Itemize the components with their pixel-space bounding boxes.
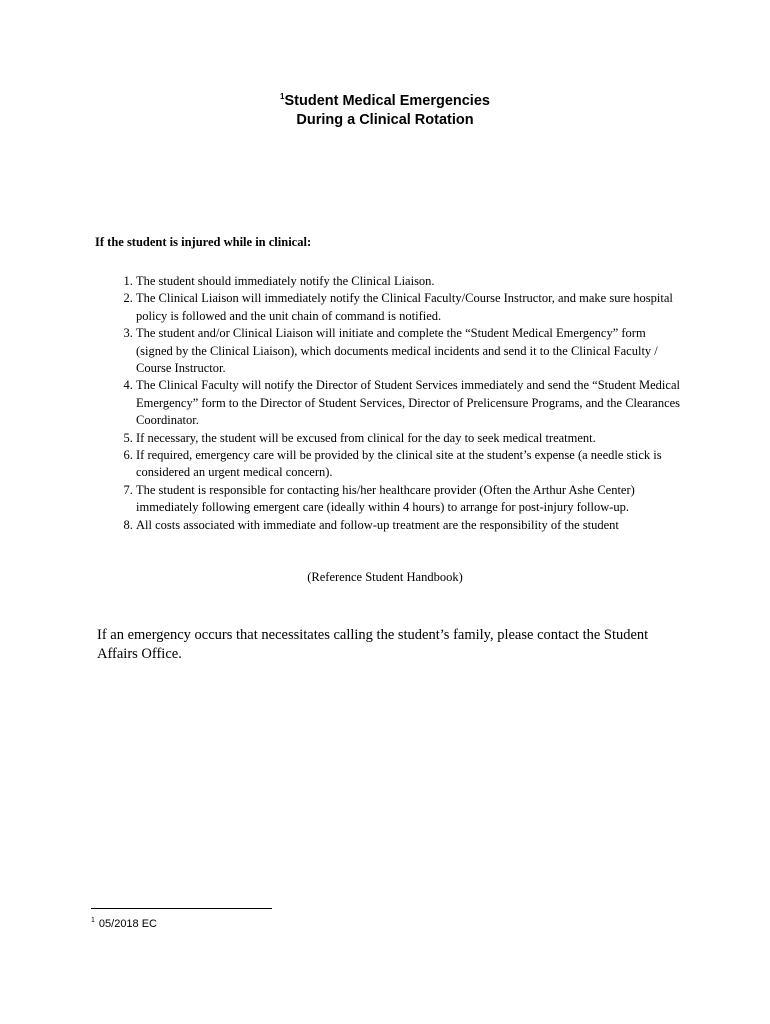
- procedure-step: 6. If required, emergency care will be provided by the clinical site at the student’s expense (a needle stick is considered an urgent medical concern).: [136, 447, 685, 482]
- section-heading: If the student is injured while in clinical:: [95, 235, 312, 249]
- procedure-step: 7. The student is responsible for contacting his/her healthcare provider (Often the Arthur Ashe Center) immediately following emergent care (ideally within 4 hours) to arrange for post-injury follow-up.: [136, 482, 685, 517]
- procedure-step: 4. The Clinical Faculty will notify the Director of Student Services immediately and send the “Student Medical Emergency” form to the Director of Student Services, Director of Prelicensure Programs, and the Clearances Coordinator.: [136, 377, 685, 429]
- procedure-step: 8. All costs associated with immediate and follow-up treatment are the responsibility of the student: [136, 517, 685, 534]
- procedure-steps-list: [95, 273, 685, 534]
- footnote-divider: [91, 908, 272, 909]
- title-line-2: During a Clinical Rotation: [296, 112, 474, 128]
- footnote-marker: 1: [91, 917, 95, 925]
- procedure-step: 5. If necessary, the student will be excused from clinical for the day to seek medical treatment.: [136, 430, 685, 447]
- procedure-step: 2. The Clinical Liaison will immediately notify the Clinical Faculty/Course Instructor, and make sure hospital policy is followed and the unit chain of command is notified.: [136, 290, 685, 325]
- title-footnote-marker: 1: [280, 92, 285, 102]
- procedure-step: 1. The student should immediately notify the Clinical Liaison.: [136, 273, 685, 290]
- title-line-1-text: Student Medical Emergencies: [284, 93, 490, 109]
- procedure-step: 3. The student and/or Clinical Liaison will initiate and complete the “Student Medical Emergency” form (signed by the Clinical Liaison), which documents medical incidents and send it to the Clinical Faculty / Course Instructor.: [136, 325, 685, 377]
- family-contact-note: If an emergency occurs that necessitates calling the student’s family, please contact the Student Affairs Office.: [97, 627, 649, 662]
- footnote-text: 05/2018 EC: [98, 918, 158, 930]
- document-title: [0, 92, 770, 130]
- reference-note: (Reference Student Handbook): [307, 570, 463, 584]
- footnote: [91, 917, 157, 931]
- title-line-1: [0, 92, 770, 111]
